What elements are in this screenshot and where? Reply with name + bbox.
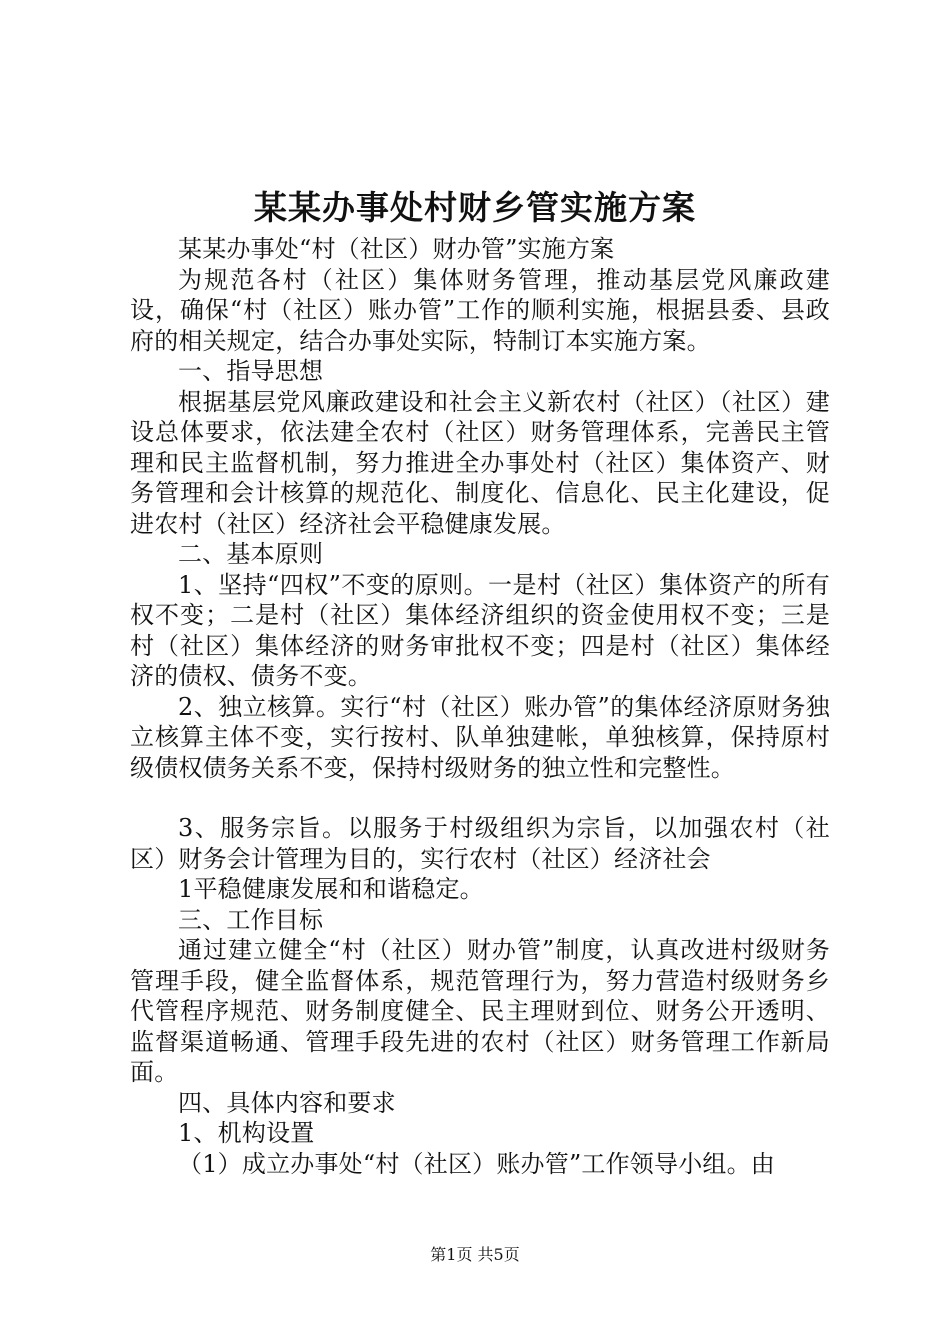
heading-work-goals: 三、工作目标 bbox=[178, 905, 324, 934]
paragraph-principle-1: 1、坚持“四权”不变的原则。一是村（社区）集体资产的所有权不变；二是村（社区）集体经济组织的资金使用权不变；三是村（社区）集体经济的财务审批权不变；四是村（社区）集体经济的债权、债务不变。 bbox=[130, 570, 830, 690]
document-title: 某某办事处村财乡管实施方案 bbox=[254, 188, 696, 227]
heading-guiding-ideology: 一、指导思想 bbox=[178, 357, 324, 385]
document-body bbox=[130, 234, 830, 1179]
paragraph-guiding-ideology: 根据基层党风廉政建设和社会主义新农村（社区）（社区）建设总体要求，依法建全农村（社区）财务管理体系，完善民主管理和民主监督机制，努力推进全办事处村（社区）集体资产、财务管理和会计核算的规范化、制度化、信息化、民主化建设，促进农村（社区）经济社会平稳健康发展。 bbox=[130, 387, 830, 538]
heading-content-requirements: 四、具体内容和要求 bbox=[178, 1088, 396, 1117]
paragraph-org-setup-1: （1）成立办事处“村（社区）账办管”工作领导小组。由 bbox=[178, 1149, 776, 1178]
paragraph-principle-3: 3、服务宗旨。以服务于村级组织为宗旨，以加强农村（社区）财务会计管理为目的，实行农村（社区）经济社会 bbox=[130, 814, 830, 873]
paragraph-work-goals: 通过建立健全“村（社区）财办管”制度，认真改进村级财务管理手段，健全监督体系，规范管理行为，努力营造村级财务乡代管程序规范、财务制度健全、民主理财到位、财务公开透明、监督渠道畅通、管理手段先进的农村（社区）财务管理工作新局面。 bbox=[130, 936, 830, 1086]
paragraph-principle-2: 2、独立核算。实行“村（社区）账办管”的集体经济原财务独立核算主体不变，实行按村、队单独建帐，单独核算，保持原村级债权债务关系不变，保持村级财务的独立性和完整性。 bbox=[130, 692, 830, 782]
page-footer: 第1页 共5页 bbox=[430, 1245, 520, 1264]
heading-basic-principles: 二、基本原则 bbox=[178, 540, 324, 568]
paragraph-intro: 为规范各村（社区）集体财务管理，推动基层党风廉政建设，确保“村（社区）账办管”工作的顺利实施，根据县委、县政府的相关规定，结合办事处实际，特制订本实施方案。 bbox=[130, 265, 830, 355]
heading-org-setup: 1、机构设置 bbox=[178, 1119, 315, 1147]
paragraph-subtitle: 某某办事处“村（社区）财办管”实施方案 bbox=[178, 235, 615, 263]
paragraph-principle-3-cont: 1平稳健康发展和和谐稳定。 bbox=[178, 875, 484, 903]
